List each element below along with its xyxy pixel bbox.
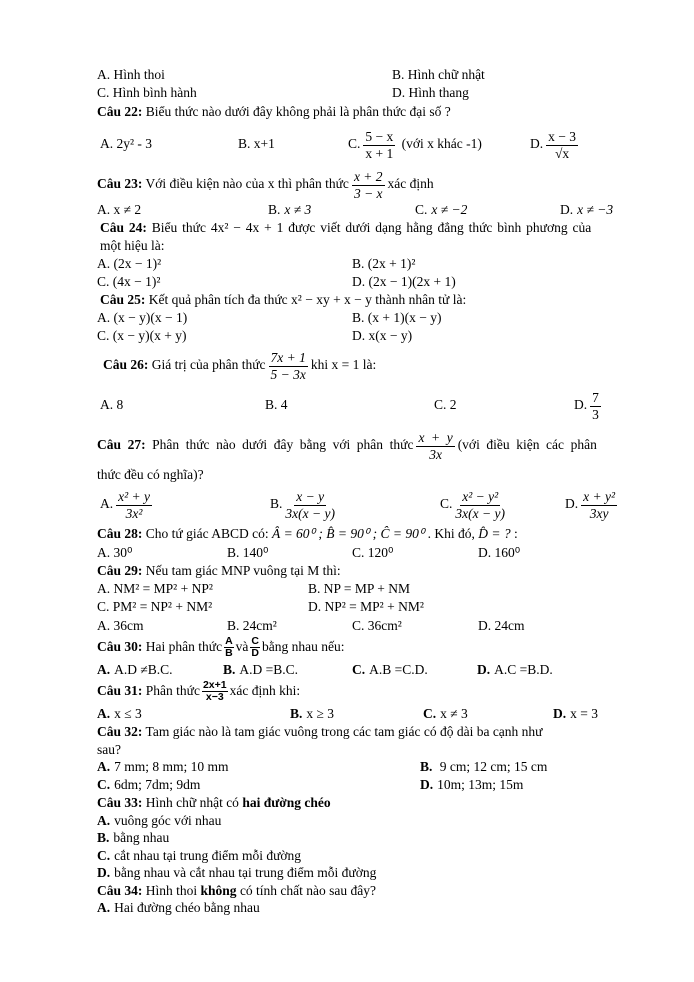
question-33-option-c [97, 847, 634, 865]
question-31-text-after: xác định khi: [229, 682, 301, 698]
option-c-label: C. [423, 705, 437, 721]
option-d [560, 201, 613, 219]
question-32-text-2: sau? [97, 741, 121, 757]
question-24-options-row-2 [97, 273, 634, 291]
option-d-value: A.C =B.D. [494, 661, 553, 677]
option-c-value: 6dm; 7dm; 9dm [114, 776, 201, 792]
question-24-options-row-1 [97, 255, 634, 273]
question-29-options-row-2 [97, 598, 634, 616]
question-26-options [97, 385, 634, 425]
fraction-denominator: 3 − x [353, 185, 383, 201]
option-b-value: 9 cm; 12 cm; 15 cm [436, 758, 548, 774]
option-d-label: D. [574, 397, 588, 413]
option-d-label: D. [553, 705, 567, 721]
question-25-options-row-1 [97, 309, 634, 327]
question-34-text-after: có tính chất nào sau đây? [236, 882, 377, 898]
question-24-label: Câu 24: [100, 220, 147, 236]
option-b: B. Hình chữ nhật [392, 67, 485, 82]
question-33-label: Câu 33: [97, 794, 143, 810]
option-c-label: C. [97, 776, 111, 792]
question-31-options [97, 704, 634, 723]
option-c [352, 660, 477, 679]
fraction-denominator: 5 − 3x [270, 366, 306, 382]
question-30-options [97, 660, 634, 679]
question-27-title [97, 425, 634, 465]
question-34-title [97, 882, 634, 900]
option-d [574, 385, 604, 425]
option-d: D. x(x − y) [352, 328, 413, 344]
question-26-text-after: khi x = 1 là: [310, 357, 377, 373]
question-22-text: Biểu thức nào dưới đây không phải là phân thức đại số ? [142, 104, 451, 119]
question-25-label: Câu 25: [100, 292, 146, 308]
question-32-title [97, 723, 634, 741]
option-c-label: C. [348, 136, 361, 151]
option-c [440, 484, 565, 524]
fraction [202, 680, 228, 704]
option-c: C. PM² = NP² + NM² [97, 599, 213, 615]
question-33-option-b [97, 829, 634, 847]
question-30-text: Hai phân thức [142, 639, 223, 655]
question-28-angles: Â = 60⁰ ; B̂ = 90⁰ ; Ĉ = 90⁰ [271, 526, 425, 542]
option-b [290, 704, 423, 723]
option-b-label: B. [223, 661, 236, 677]
fraction-numerator: C [251, 634, 259, 647]
question-27-text-2: thức đều có nghĩa)? [97, 467, 204, 483]
question-27-text-after: (với điều kiện các phân [457, 437, 597, 453]
option-d: D. 160⁰ [478, 545, 521, 561]
fraction-numerator: x² − y² [460, 489, 500, 506]
question-33-option-d [97, 864, 634, 882]
option-b-value: x ≠ 3 [284, 202, 312, 218]
question-31-title [97, 679, 634, 704]
option-b: B. 4 [265, 397, 288, 413]
question-23-text-after: xác định [387, 176, 434, 191]
fraction [250, 636, 260, 660]
fraction-denominator: x−3 [205, 691, 224, 704]
fraction [581, 489, 617, 521]
fraction-denominator: 3 [592, 406, 599, 422]
option-d-label: D. [420, 776, 434, 792]
option-c: C. (x − y)(x + y) [97, 328, 187, 344]
question-34-text: Hình thoi [142, 882, 201, 898]
option-c-label: C. [440, 496, 453, 512]
option-a [97, 758, 420, 776]
question-34-text-bold: không [200, 882, 237, 898]
option-d [565, 484, 620, 524]
option-a: A. 2y² - 3 [100, 136, 153, 151]
fraction-numerator: A [225, 634, 233, 647]
option-b: B. NP = MP + NM [308, 581, 411, 597]
option-b-label: B. [270, 496, 283, 512]
fraction [455, 489, 505, 521]
fraction-denominator: 3x(x − y) [285, 505, 335, 521]
option-a: A. 30⁰ [97, 545, 133, 561]
question-28-text-end: : [510, 526, 518, 542]
question-32-options-row-2 [97, 776, 634, 794]
question-23-label: Câu 23: [97, 176, 143, 191]
option-a-label: A. [97, 705, 111, 721]
question-29-options-row-1 [97, 580, 634, 598]
option-d [477, 660, 553, 679]
fraction-denominator: √x [554, 145, 570, 161]
question-27-text: Phân thức nào dưới đây bằng với phân thức [145, 437, 414, 453]
fraction-numerator: x² + y [116, 489, 152, 506]
option-a-value: 7 mm; 8 mm; 10 mm [114, 758, 229, 774]
option-d [530, 122, 581, 166]
question-25-options-row-2 [97, 327, 634, 345]
option-b [268, 201, 415, 219]
option-d: D. Hình thang [392, 85, 469, 100]
fraction-numerator: x − y [294, 489, 326, 506]
option-c-value: cắt nhau tại trung điểm mỗi đường [114, 847, 302, 863]
fraction-numerator: x + y [416, 430, 454, 447]
option-a-label: A. [97, 758, 111, 774]
question-28-text: Cho tứ giác ABCD có: [142, 526, 272, 542]
option-b-value: bằng nhau [113, 830, 170, 846]
question-32-text: Tam giác nào là tam giác vuông trong các tam giác có độ dài ba cạnh như [142, 723, 543, 739]
option-a-value: A.D ≠B.C. [114, 661, 173, 677]
question-24-title [97, 219, 634, 237]
option-c [415, 201, 560, 219]
option-a-value: vuông góc với nhau [114, 812, 222, 828]
fraction-denominator: D [251, 647, 259, 660]
question-32-label: Câu 32: [97, 723, 143, 739]
question-26-text: Giá trị của phân thức [148, 357, 266, 373]
option-a-label: A. [100, 496, 114, 512]
fraction-denominator: 3x [429, 446, 442, 462]
option-a-value: x ≤ 3 [114, 705, 142, 721]
option-c-value: x ≠ −2 [431, 202, 468, 218]
question-24-text-2: một hiệu là: [100, 238, 165, 254]
fraction [285, 489, 335, 521]
option-c [423, 704, 553, 723]
question-30-text-mid: và [235, 639, 249, 655]
option-b-label: B. [97, 830, 110, 846]
option-c-label: C. [352, 661, 366, 677]
option-b [223, 660, 352, 679]
option-c: C. 36cm² [352, 618, 402, 634]
fraction [590, 390, 601, 422]
option-d [420, 776, 523, 794]
fraction-denominator: x + 1 [365, 145, 394, 161]
fraction [116, 489, 152, 521]
option-b-label: B. [268, 202, 281, 218]
option-a [97, 660, 223, 679]
fraction-denominator: B [225, 647, 233, 660]
option-d-label: D. [97, 865, 111, 881]
question-28-angle-d: D̂ = ? [478, 526, 511, 542]
fraction-denominator: 3xy [589, 505, 609, 521]
question-31-label: Câu 31: [97, 682, 143, 698]
option-d: D. NP² = MP² + NM² [308, 599, 424, 615]
fraction [269, 350, 308, 382]
question-25-title [97, 291, 634, 309]
option-c [97, 776, 420, 794]
fraction [352, 169, 385, 201]
option-a: A. NM² = MP² + NP² [97, 581, 213, 597]
option-c-label: C. [415, 202, 428, 218]
option-b-value: x ≥ 3 [306, 705, 335, 721]
option-c-value: A.B =C.D. [369, 661, 428, 677]
question-33-option-a [97, 812, 634, 830]
question-33-text: Hình chữ nhật có [142, 794, 243, 810]
fraction-numerator: 7 [590, 390, 601, 407]
question-30-text-after: bằng nhau nếu: [262, 639, 345, 655]
question-29-label: Câu 29: [97, 563, 143, 579]
question-27-label: Câu 27: [97, 437, 146, 453]
option-d-label: D. [530, 136, 544, 151]
question-26-title [97, 345, 634, 385]
question-29-text: Nếu tam giác MNP vuông tại M thì: [142, 563, 341, 579]
question-23-options [97, 201, 634, 219]
option-b [420, 758, 547, 776]
option-d-value: x = 3 [570, 705, 598, 721]
option-c-value: x ≠ 3 [440, 705, 468, 721]
question-32-options-row-1 [97, 758, 634, 776]
option-a [100, 484, 270, 524]
option-b: B. (2x + 1)² [352, 256, 416, 272]
fraction [363, 129, 395, 161]
fraction-denominator: 3x(x − y) [455, 505, 505, 521]
option-b-label: B. [420, 758, 433, 774]
option-c: C. Hình bình hành [97, 85, 197, 100]
option-d: D. 24cm [478, 618, 525, 634]
orphan-options-row [97, 616, 634, 635]
question-34-label: Câu 34: [97, 882, 143, 898]
option-d [553, 704, 598, 723]
question-33-text-bold: hai đường chéo [242, 794, 331, 810]
fraction [546, 129, 578, 161]
option-b: B. (x + 1)(x − y) [352, 310, 442, 326]
question-24-text: Biểu thức 4x² − 4x + 1 được viết dưới dạng hằng đẳng thức bình phương của [146, 220, 592, 236]
question-23-text: Với điều kiện nào của x thì phân thức [142, 176, 349, 191]
question-27-text-line-2 [97, 465, 634, 484]
option-d: D. (2x − 1)(2x + 1) [352, 274, 456, 290]
option-a-value: Hai đường chéo bằng nhau [114, 900, 260, 916]
option-c: C. (4x − 1)² [97, 274, 161, 290]
option-a-label: A. [97, 661, 111, 677]
option-a-label: A. [97, 900, 111, 916]
fraction-numerator: 2x+1 [202, 678, 227, 691]
question-30-title [97, 635, 634, 660]
question-27-options [97, 484, 634, 524]
option-b-value: A.D =B.C. [239, 661, 299, 677]
option-a: A. x ≠ 2 [97, 202, 142, 218]
option-c [348, 122, 530, 166]
option-a: A. 8 [100, 397, 124, 413]
option-d-value: 10m; 13m; 15m [437, 776, 524, 792]
fraction-numerator: x + 2 [352, 169, 385, 186]
fraction-numerator: 7x + 1 [269, 350, 308, 367]
option-d-value: bằng nhau và cắt nhau tại trung điểm mỗi đường [114, 865, 377, 881]
option-a-label: A. [97, 812, 111, 828]
question-25-text: Kết quả phân tích đa thức x² − xy + x − y thành nhân tử là: [145, 292, 467, 308]
question-21-options-row-1 [97, 66, 634, 84]
question-32-text-line-2 [97, 741, 634, 758]
option-a: A. (x − y)(x − 1) [97, 310, 188, 326]
option-b: B. x+1 [238, 136, 275, 151]
option-d-label: D. [565, 496, 579, 512]
question-22-options [97, 122, 634, 166]
option-c-label: C. [97, 847, 111, 863]
option-a: A. (2x − 1)² [97, 256, 162, 272]
option-d-label: D. [477, 661, 491, 677]
fraction-numerator: 5 − x [363, 129, 395, 146]
question-28-text-mid: . Khi đó, [424, 526, 479, 542]
option-c: C. 2 [434, 397, 457, 413]
option-b: B. 24cm² [227, 618, 277, 634]
question-34-option-a [97, 899, 634, 917]
fraction [416, 430, 454, 462]
question-29-title [97, 562, 634, 580]
option-a: A. 36cm [97, 618, 144, 634]
fraction-numerator: x − 3 [546, 129, 578, 146]
option-c-note: (với x khác -1) [398, 136, 482, 151]
question-28-options [97, 544, 634, 562]
option-c: C. 120⁰ [352, 545, 394, 561]
question-33-title [97, 794, 634, 812]
question-23-title [97, 166, 634, 201]
question-28-title [97, 524, 634, 544]
question-24-text-line-2 [97, 237, 634, 255]
option-d-value: x ≠ −3 [577, 202, 614, 218]
fraction-denominator: 3x² [125, 505, 143, 521]
fraction [224, 636, 234, 660]
option-b-label: B. [290, 705, 303, 721]
question-22-label: Câu 22: [97, 104, 143, 119]
option-b [270, 484, 440, 524]
question-30-label: Câu 30: [97, 639, 143, 655]
question-28-label: Câu 28: [97, 526, 143, 542]
fraction-numerator: x + y² [581, 489, 617, 506]
question-22-title [97, 102, 634, 122]
option-b: B. 140⁰ [227, 545, 269, 561]
option-d-label: D. [560, 202, 574, 218]
question-21-options-row-2 [97, 84, 634, 102]
question-26-label: Câu 26: [103, 357, 149, 373]
option-a [97, 704, 290, 723]
question-31-text: Phân thức [142, 682, 200, 698]
option-a: A. Hình thoi [97, 67, 165, 82]
